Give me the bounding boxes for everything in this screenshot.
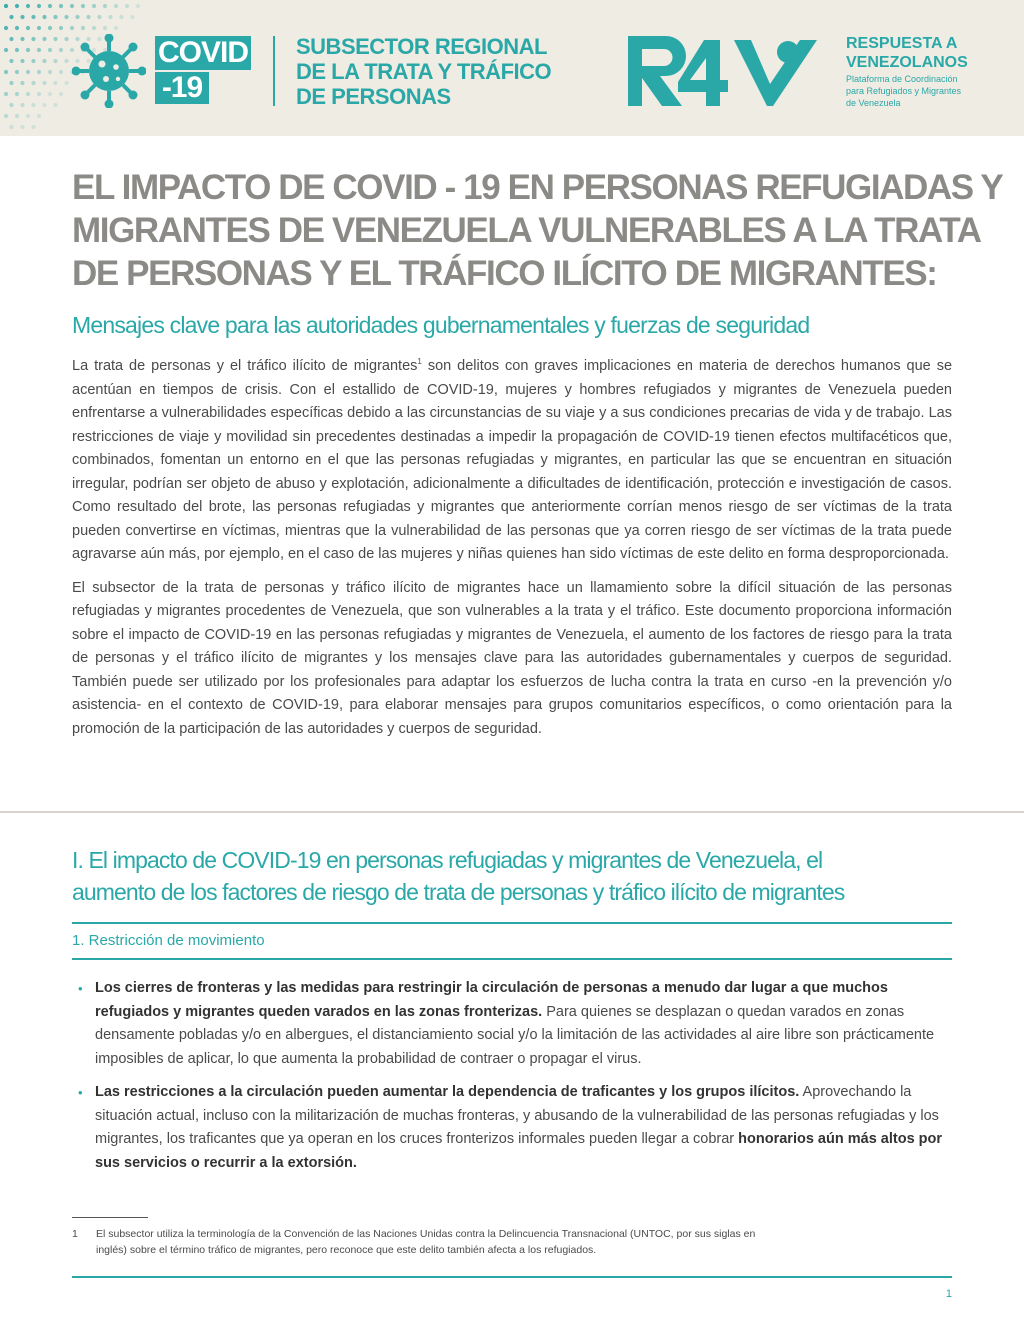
subsector-line: DE PERSONAS xyxy=(296,84,451,109)
decoration-dot xyxy=(92,26,96,30)
subsector-line: SUBSECTOR REGIONAL xyxy=(296,34,547,59)
decoration-dot xyxy=(9,81,13,85)
decoration-dot xyxy=(64,59,68,63)
decoration-dot xyxy=(75,15,79,19)
decoration-dot xyxy=(59,48,63,52)
header-divider xyxy=(273,36,275,106)
document-subtitle: Mensajes clave para las autoridades gubernamentales y fuerzas de seguridad xyxy=(72,312,810,338)
decoration-dot xyxy=(125,4,129,8)
decoration-dot xyxy=(9,37,13,41)
decoration-dot xyxy=(31,125,35,129)
decoration-dot xyxy=(103,4,107,8)
bullet-bold: Los cierres de fronteras y las medidas para restringir la circulación de personas a menudo dar lugar a que muchos refugiados y migrantes queden varados en las zonas fronterizas. xyxy=(95,980,888,1020)
r4v-title-line: RESPUESTA A xyxy=(846,35,958,52)
intro-text xyxy=(72,355,952,751)
decoration-dot xyxy=(130,15,134,19)
decoration-dot xyxy=(53,37,57,41)
page-number: 1 xyxy=(945,1288,952,1300)
decoration-dot xyxy=(15,48,19,52)
subsector-line: DE LA TRATA Y TRÁFICO xyxy=(296,59,552,84)
bullet-text: Aprovechando la situación actual, incluso con la militarización de muchas fronteras, y abusando de la vulnerabilidad de las personas refugiadas y los migrantes, los traficantes que ya operan en los cruces fronterizos informales pueden llegar a cobrar xyxy=(95,1084,939,1147)
decoration-dot xyxy=(9,125,13,129)
bullet-item xyxy=(95,977,953,1071)
decoration-dot xyxy=(37,70,41,74)
covid-badge-line1: COVID xyxy=(155,36,251,70)
decoration-dot xyxy=(64,81,68,85)
decoration-dot xyxy=(37,114,41,118)
decoration-dot xyxy=(31,103,35,107)
decoration-dot xyxy=(64,37,68,41)
subsection-rule-bottom xyxy=(72,958,952,960)
decoration-dot xyxy=(15,26,19,30)
intro-paragraph-2: El subsector de la trata de personas y tráfico ilícito de migrantes hace un llamamiento sobre la difícil situación de las personas refugiadas y migrantes procedentes de Venezuela, que son vulnerables a la trata y el tráfico. Este documento proporciona información sobre el impacto de COVID-19 en las personas refugiadas y migrantes de Venezuela, el aumento de los factores de riesgo para la trata de personas y el tráfico ilícito de migrantes y los mensajes clave para las autoridades gubernamentales y cuerpos de seguridad. También puede ser utilizado por los profesionales para adaptar los esfuerzos de lucha contra la trata en curso -en la prevención y/o asistencia- en el contexto de COVID-19, para elaborar mensajes para grupos comunitarios específicos, o como orientación para la promoción de la participación de las autoridades y cuerpos de seguridad. xyxy=(72,579,952,737)
footnote-number: 1 xyxy=(72,1228,78,1240)
decoration-dot xyxy=(4,92,8,96)
decoration-dot xyxy=(53,81,57,85)
document-title xyxy=(72,166,1003,295)
decoration-dot xyxy=(92,4,96,8)
intro-p1-start: La trata de personas y el tráfico ilícito de migrantes xyxy=(72,358,418,374)
r4v-subtitle xyxy=(846,73,1016,109)
decoration-dot xyxy=(97,15,101,19)
r4v-subtitle-line: para Refugiados y Migrantes xyxy=(846,86,962,96)
bullet-bold: Las restricciones a la circulación pueden aumentar la dependencia de traficantes y los grupos ilícitos. xyxy=(95,1084,800,1100)
r4v-wordmark xyxy=(846,34,1016,109)
intro-p1-end: son delitos con graves implicaciones en materia de derechos humanos que se acentúan en tiempos de crisis. Con el estallido de COVID-19, mujeres y hombres refugiados y migrantes de Venezuela pueden enfrentarse a vulnerabilidades específicas debido a las circunstancias de su viaje y a sus condiciones precarias de vida y de trabajo. Las restricciones de viaje y movilidad sin precedentes destinadas a impedir la propagación de COVID-19 tienen efectos multifacéticos que, combinados, fomentan un entorno en el que las personas refugiadas y migrantes, en particular las que se encuentran en situación irregular, podrían ser objeto de abuso y explotación, adicionalmente a dificultades de identificación, protección e investigación de casos. Como resultado del brote, las personas refugiadas y migrantes que anteriormente corrían menos riesgo de ser víctimas de la trata pueden convertirse en víctimas, mientras que la vulnerabilidad de las personas que ya corren riesgo de ser víctimas de la trata puede agravarse aún más, por ejemplo, en el caso de las mujeres y niñas quienes han sido víctimas de este delito en forma desproporcionada. xyxy=(72,358,953,562)
decoration-dot xyxy=(136,4,140,8)
decoration-dot xyxy=(42,37,46,41)
bullet-bold-end: honorarios aún más altos por sus servicios o recurrir a la extorsión. xyxy=(95,1131,943,1171)
decoration-dot xyxy=(31,15,35,19)
decoration-dot xyxy=(37,48,41,52)
decoration-dot xyxy=(59,92,63,96)
title-line: DE PERSONAS Y EL TRÁFICO ILÍCITO DE MIGRANTES: xyxy=(72,254,937,293)
decoration-dot xyxy=(15,92,19,96)
section-heading-line: aumento de los factores de riesgo de trata de personas y tráfico ilícito de migrantes xyxy=(72,879,845,905)
decoration-dot xyxy=(26,48,30,52)
decoration-dot xyxy=(31,81,35,85)
bullet-text: Para quienes se desplazan o quedan varados en zonas densamente pobladas y/o en albergues, el distanciamiento social y/o la limitación de las actividades al aire libre son prácticamente imposibles de aplicar, lo que aumenta la probabilidad de contraer o propagar el virus. xyxy=(95,1003,935,1067)
subsection-heading: 1. Restricción de movimiento xyxy=(72,932,265,949)
decoration-dot xyxy=(42,81,46,85)
decoration-dot xyxy=(48,70,52,74)
decoration-dot xyxy=(20,81,24,85)
decoration-dot xyxy=(9,103,13,107)
r4v-title-line: VENEZOLANOS xyxy=(846,54,968,71)
subsection-rule-top xyxy=(72,922,952,924)
decoration-dot xyxy=(37,4,41,8)
covid-19-badge xyxy=(155,36,251,104)
decoration-dot xyxy=(15,70,19,74)
decoration-dot xyxy=(9,15,13,19)
decoration-dot xyxy=(59,26,63,30)
decoration-dot xyxy=(70,4,74,8)
decoration-dot xyxy=(119,15,123,19)
decoration-dot xyxy=(53,59,57,63)
covid-badge-line2: -19 xyxy=(155,72,209,104)
title-line: EL IMPACTO DE COVID - 19 EN PERSONAS REFUGIADAS Y xyxy=(72,168,1003,207)
bullet-item xyxy=(95,1081,953,1175)
intro-paragraph-1 xyxy=(72,355,952,567)
decoration-dot xyxy=(59,70,63,74)
decoration-dot xyxy=(42,103,46,107)
footnote-rule xyxy=(72,1217,148,1218)
decoration-dot xyxy=(26,26,30,30)
decoration-dot xyxy=(26,114,30,118)
decoration-dot xyxy=(81,26,85,30)
decoration-dot xyxy=(37,92,41,96)
decoration-dot xyxy=(4,70,8,74)
bullet-list xyxy=(95,977,953,1185)
decoration-dot xyxy=(103,26,107,30)
subsector-heading xyxy=(296,34,616,109)
decoration-dot xyxy=(20,37,24,41)
decoration-dot xyxy=(42,59,46,63)
decoration-dot xyxy=(108,15,112,19)
footer-rule xyxy=(72,1276,952,1278)
decoration-dot xyxy=(42,15,46,19)
decoration-dot xyxy=(48,48,52,52)
r4v-logo xyxy=(626,34,836,108)
footnote-text: El subsector utiliza la terminología de la Convención de las Naciones Unidas contra la Delincuencia Transnacional (UNTOC, por sus siglas en inglés) sobre el término tráfico de migrantes, pero reconoce que este delito también afecta a los refugiados. xyxy=(96,1228,756,1256)
decoration-dot xyxy=(26,92,30,96)
decoration-dot xyxy=(37,26,41,30)
section-heading xyxy=(72,844,962,908)
decoration-dot xyxy=(4,26,8,30)
decoration-dot xyxy=(53,103,57,107)
decoration-dot xyxy=(86,15,90,19)
r4v-subtitle-line: de Venezuela xyxy=(846,98,901,108)
page-header xyxy=(0,0,1024,136)
decoration-dot xyxy=(4,114,8,118)
decoration-dot xyxy=(114,26,118,30)
decoration-dot xyxy=(64,15,68,19)
decoration-dot xyxy=(4,4,8,8)
decoration-dot xyxy=(59,4,63,8)
decoration-dot xyxy=(20,125,24,129)
decoration-dot xyxy=(4,48,8,52)
decoration-dot xyxy=(20,15,24,19)
decoration-dot xyxy=(114,4,118,8)
decoration-dot xyxy=(20,103,24,107)
section-divider xyxy=(0,811,1024,813)
decoration-dot xyxy=(15,114,19,118)
decoration-dot xyxy=(9,59,13,63)
decoration-dot xyxy=(26,4,30,8)
section-heading-line: I. El impacto de COVID-19 en personas refugiadas y migrantes de Venezuela, el xyxy=(72,847,823,873)
decoration-dot xyxy=(48,4,52,8)
decoration-dot xyxy=(81,4,85,8)
decoration-dot xyxy=(20,59,24,63)
coronavirus-icon xyxy=(72,34,146,108)
footnote-ref: 1 xyxy=(417,357,422,367)
decoration-dot xyxy=(31,37,35,41)
decoration-dot xyxy=(48,26,52,30)
r4v-subtitle-line: Plataforma de Coordinación xyxy=(846,74,958,84)
decoration-dot xyxy=(53,15,57,19)
decoration-dot xyxy=(48,92,52,96)
decoration-dot xyxy=(15,4,19,8)
decoration-dot xyxy=(31,59,35,63)
decoration-dot xyxy=(70,26,74,30)
title-line: MIGRANTES DE VENEZUELA VULNERABLES A LA TRATA xyxy=(72,211,981,250)
decoration-dot xyxy=(26,70,30,74)
